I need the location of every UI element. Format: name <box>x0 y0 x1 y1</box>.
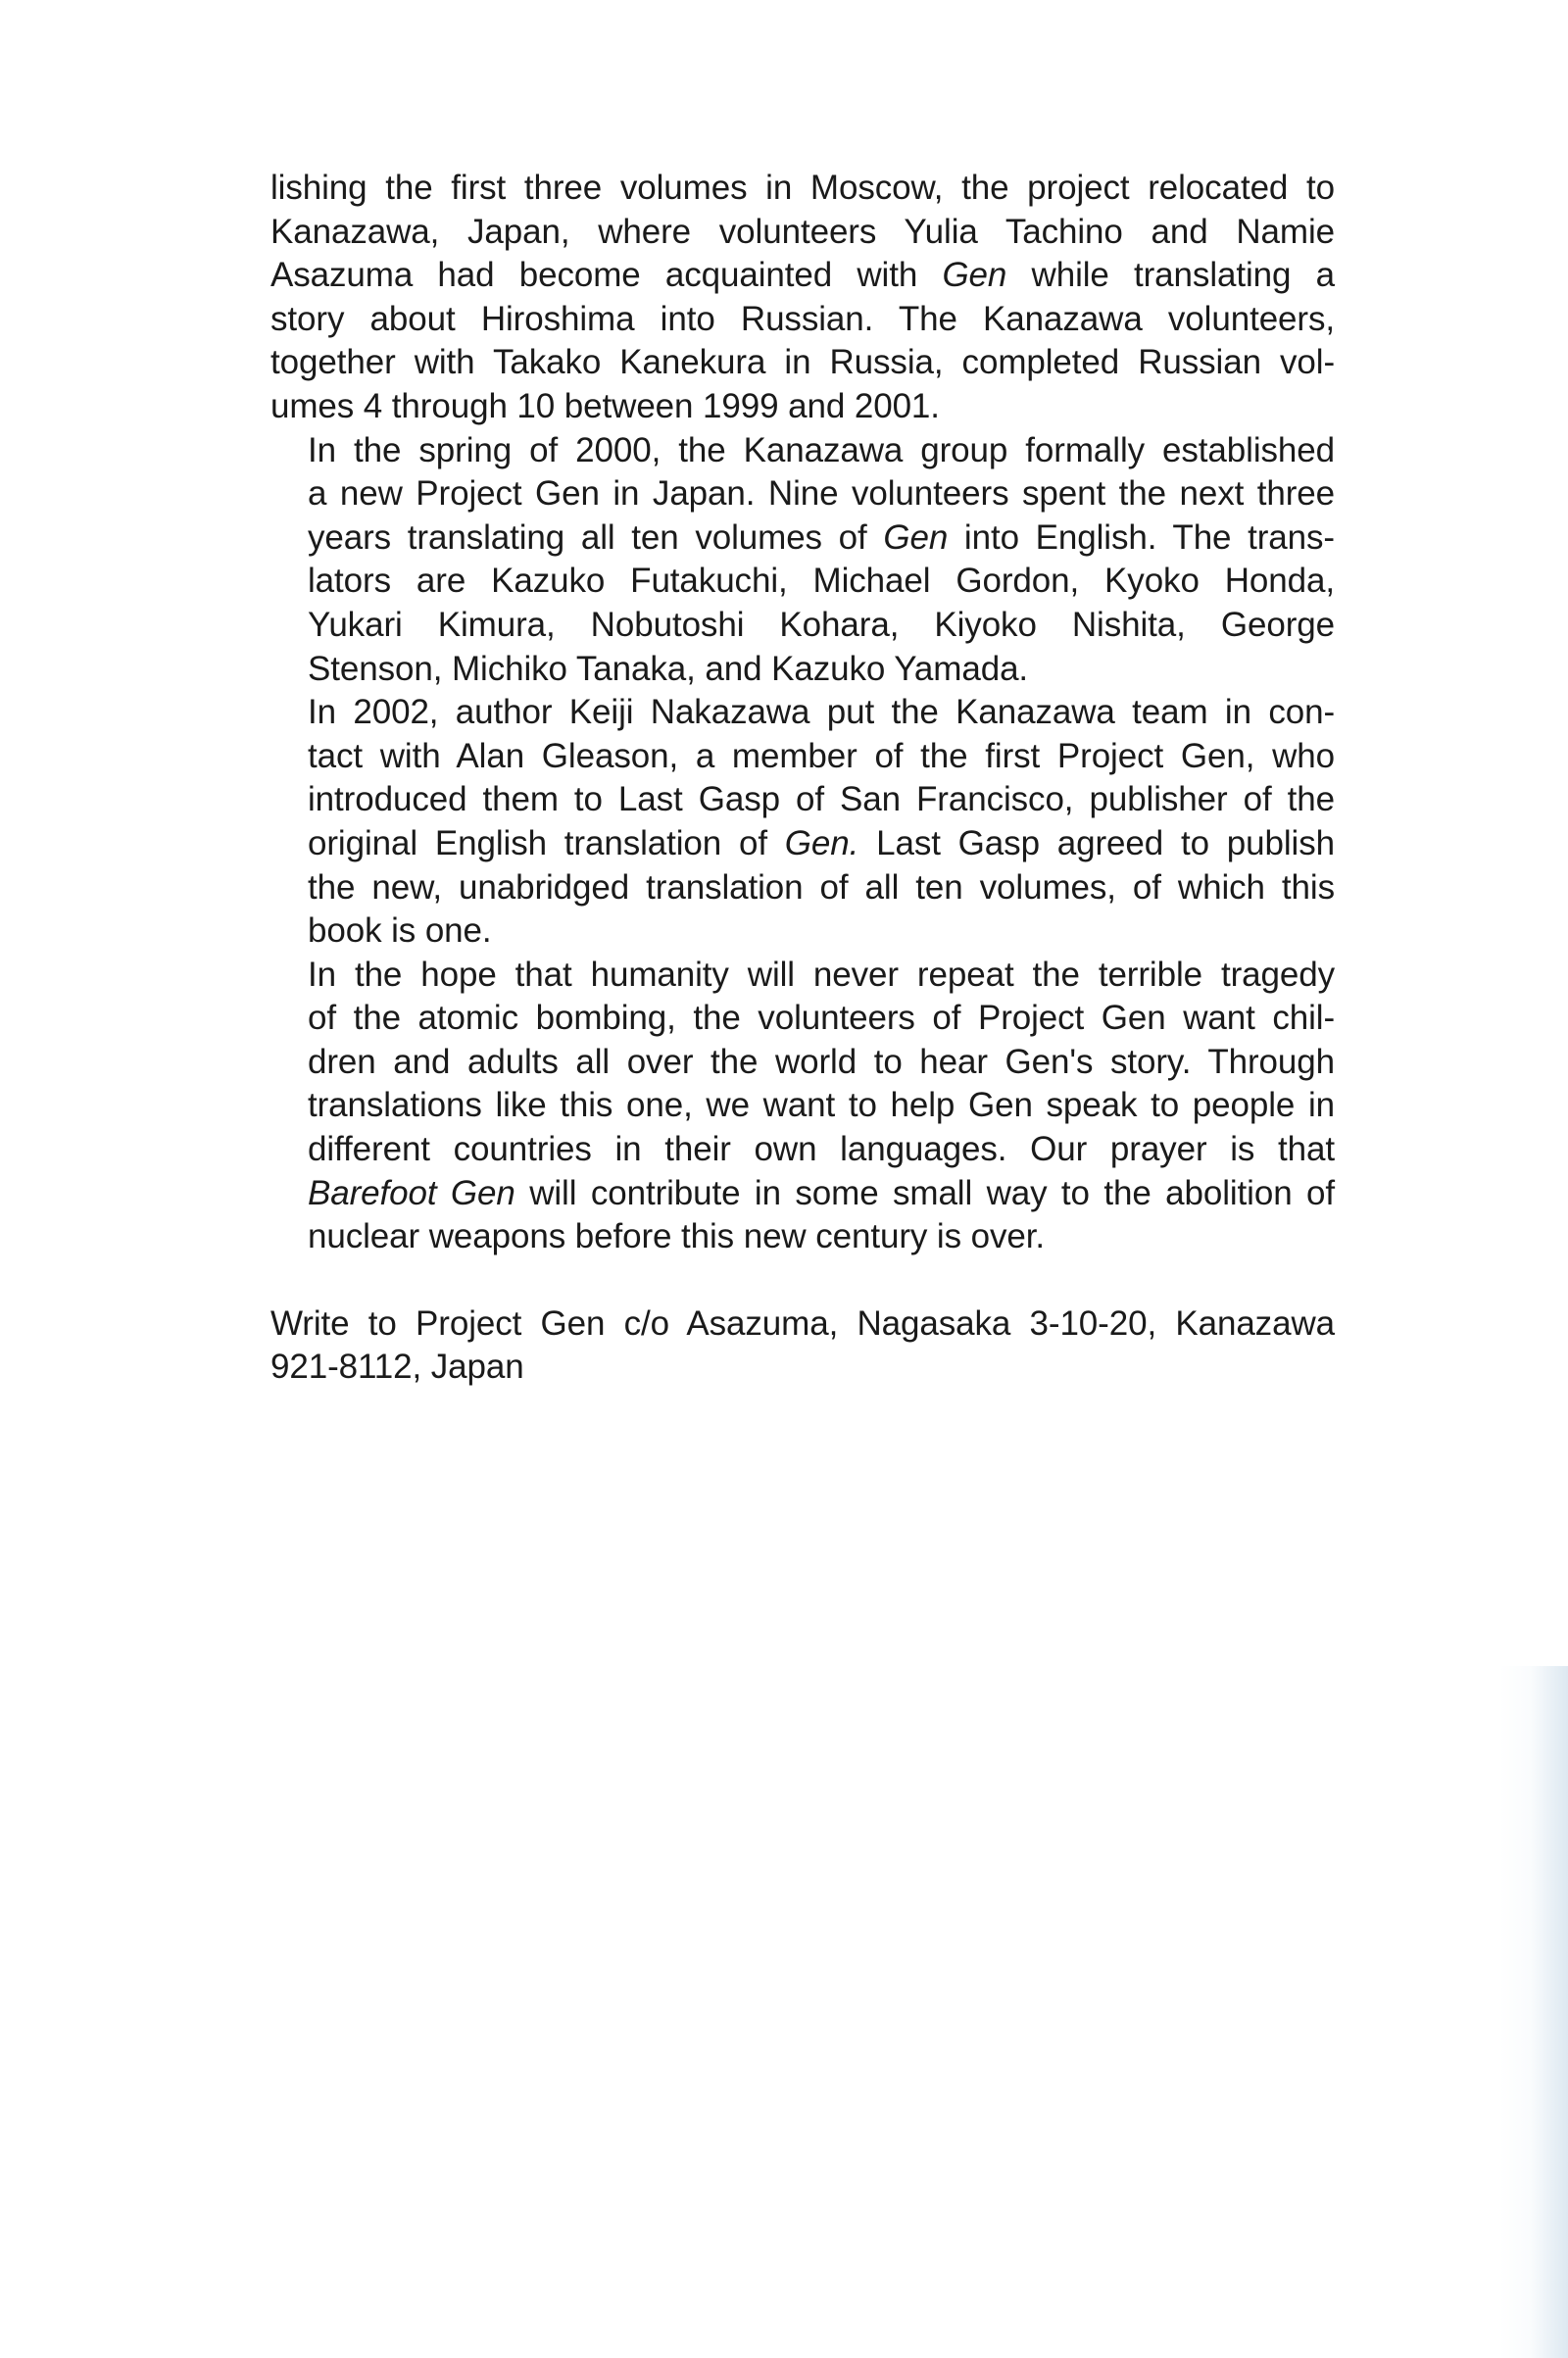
text-line: story about Hiroshima into Russian. The Kanazawa volunteers, <box>270 299 1335 338</box>
paragraph-last-gasp <box>270 691 1335 954</box>
text-line: Write to Project Gen c/o Asazuma, Nagasaka 3-10-20, Kanazawa <box>270 1303 1335 1343</box>
text-line <box>270 822 1335 866</box>
text-line <box>270 516 1335 561</box>
text-run: Asazuma had become acquainted with <box>270 256 943 295</box>
text-line: 921-8112, Japan <box>270 1348 524 1387</box>
text-run: while translating a <box>1006 256 1335 295</box>
text-line: umes 4 through 10 between 1999 and 2001. <box>270 386 940 425</box>
text-line: dren and adults all over the world to hear Gen's story. Through <box>308 1042 1335 1081</box>
italic-title: Gen <box>942 256 1007 295</box>
text-line: introduced them to Last Gasp of San Francisco, publisher of the <box>308 780 1335 819</box>
text-line: In the spring of 2000, the Kanazawa group formally established <box>308 430 1335 469</box>
text-run: will contribute in some small way to the abolition of <box>514 1173 1335 1212</box>
text-line: Yukari Kimura, Nobutoshi Kohara, Kiyoko Nishita, George <box>308 605 1335 644</box>
paragraph-project-relocation <box>270 167 1335 429</box>
text-line: nuclear weapons before this new century is over. <box>308 1217 1046 1256</box>
text-line: different countries in their own languages. Our prayer is that <box>308 1130 1335 1169</box>
text-line: a new Project Gen in Japan. Nine volunteers spent the next three <box>308 474 1335 514</box>
italic-title: Barefoot Gen <box>308 1173 515 1212</box>
text-line: In 2002, author Keiji Nakazawa put the Kanazawa team in con- <box>308 693 1335 732</box>
italic-title: Gen. <box>784 823 859 862</box>
text-run: Last Gasp agreed to publish <box>858 823 1335 862</box>
page-edge-shadow <box>1499 1666 1568 2358</box>
text-line: translations like this one, we want to help Gen speak to people in <box>308 1086 1335 1125</box>
text-run: years translating all ten volumes of <box>308 517 884 557</box>
text-line: Stenson, Michiko Tanaka, and Kazuko Yamada. <box>308 649 1029 688</box>
body-text <box>270 167 1335 1390</box>
text-line: together with Takako Kanekura in Russia, completed Russian vol- <box>270 343 1335 382</box>
text-line: lishing the first three volumes in Moscow, the project relocated to <box>270 169 1335 207</box>
text-line: lators are Kazuko Futakuchi, Michael Gordon, Kyoko Honda, <box>308 562 1335 601</box>
text-line: Kanazawa, Japan, where volunteers Yulia Tachino and Namie <box>270 212 1335 251</box>
text-line <box>270 1172 1335 1216</box>
text-run: original English translation of <box>308 823 785 862</box>
paragraph-hope <box>270 954 1335 1259</box>
text-line: tact with Alan Gleason, a member of the first Project Gen, who <box>308 736 1335 775</box>
contact-address <box>270 1302 1335 1390</box>
paragraph-project-gen-japan <box>270 429 1335 692</box>
text-line: In the hope that humanity will never repeat the terrible tragedy <box>308 955 1335 994</box>
text-line <box>270 254 1335 298</box>
text-run: into English. The trans- <box>948 517 1335 557</box>
text-line: book is one. <box>308 911 492 951</box>
text-line: the new, unabridged translation of all ten volumes, of which this <box>308 867 1335 907</box>
text-line: of the atomic bombing, the volunteers of Project Gen want chil- <box>308 999 1335 1038</box>
italic-title: Gen <box>883 517 949 557</box>
